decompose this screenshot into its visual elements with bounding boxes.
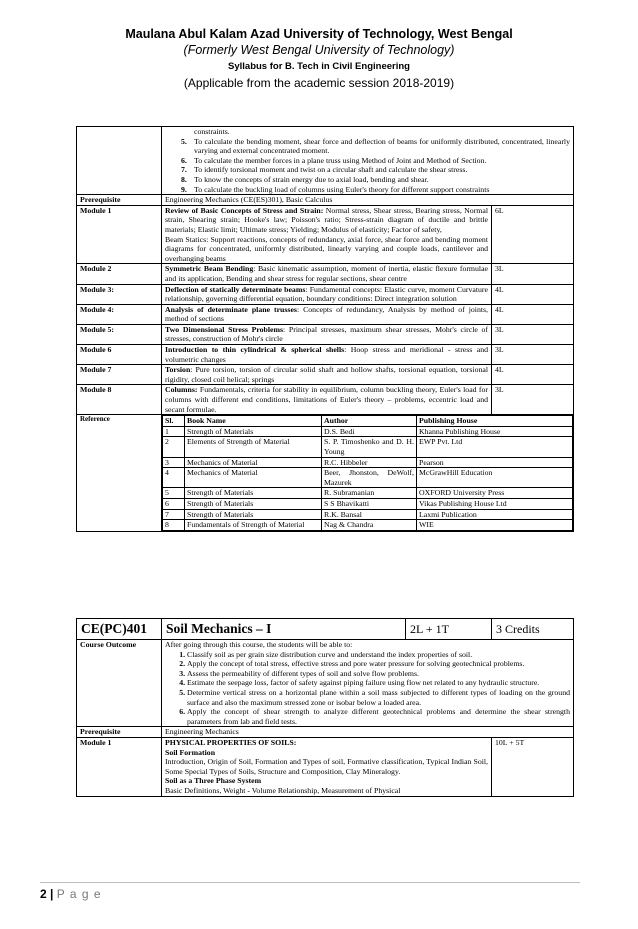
reference-cell-item: 2: [163, 437, 185, 457]
reference-cell-item: R.C. Hibbeler: [322, 457, 417, 468]
module-text: : Pure torsion, torsion of circular solid shaft and hollow shafts, torsional equation, torsional rigidity, closed coil helical; springs: [165, 365, 488, 384]
module-content: [162, 324, 492, 344]
outcome-text: To know the concepts of strain energy due to axial load, bending and shear.: [194, 174, 429, 184]
page-word: P a g e: [56, 887, 102, 901]
module-title: Columns:: [165, 385, 198, 395]
outcome-item: [181, 185, 570, 195]
reference-cell-item: 5: [163, 488, 185, 499]
module-title: Torsion: [165, 365, 191, 375]
module-content: [162, 365, 492, 385]
module-label: Module 4:: [77, 304, 162, 324]
outcomes-cell: [162, 127, 574, 195]
module-row: [77, 205, 574, 264]
reference-row-item: [163, 426, 573, 437]
module-title: Introduction to thin cylindrical & spherical shells: [165, 345, 345, 355]
reference-cell-item: D.S. Bedi: [322, 426, 417, 437]
reference-cell-item: McGrawHill Education: [417, 468, 573, 488]
course2-outcome-list: [165, 650, 570, 727]
module-label: Module 2: [77, 264, 162, 284]
module1-title: PHYSICAL PROPERTIES OF SOILS:: [165, 737, 297, 747]
outcome-number: 9.: [181, 184, 187, 194]
course2-outcome-item: 3. Assess the permeability of different types of soil and solve flow problems.: [187, 669, 570, 679]
module-text: : Hoop stress and meridional - stress and volumetric changes: [165, 345, 488, 364]
course2-module1-hours: 10L + 5T: [492, 737, 574, 796]
outcome-list: [165, 127, 570, 194]
reference-row-item: [163, 488, 573, 499]
course2-table: [76, 618, 574, 797]
reference-cell-item: S. P. Timoshenko and D. H. Young: [322, 437, 417, 457]
module-text: Fundamentals, criteria for stability in equilibrium, column buckling theory, Euler's load for columns with different end conditions, limitations of Euler's theory – problems, eccentric load and secant formulae.: [165, 385, 488, 414]
reference-row-item: [163, 457, 573, 468]
applicable-session: (Applicable from the academic session 2018-2019): [183, 76, 455, 91]
module-hours: 3L: [492, 264, 574, 284]
outcome-number: 5.: [181, 136, 187, 146]
reference-cell-item: R. Subramanian: [322, 488, 417, 499]
course2-outcome-item: 1. Classify soil as per grain size distribution curve and understand the index properties of soil.: [187, 650, 570, 660]
reference-cell-item: Beer, Jhonston, DeWolf, Mazurek: [322, 468, 417, 488]
reference-cell-item: Laxmi Publication: [417, 509, 573, 520]
course2-outcome-item: 5. Determine vertical stress on a horizontal plane within a soil mass subjected to different types of loading on the ground surface and also the maximum stressed zone or isobar below a loaded area.: [187, 688, 570, 707]
reference-cell-item: EWP Pvt. Ltd: [417, 437, 573, 457]
course-ltp: 2L + 1T: [406, 619, 492, 640]
outcome-text: To calculate the buckling load of columns using Euler's theory for different support constraints: [194, 184, 490, 194]
outcome-item: [181, 165, 570, 175]
outcomes-row: [77, 127, 574, 195]
course-code: CE(PC)401: [77, 619, 162, 640]
page-separator: |: [50, 887, 54, 901]
reference-cell-item: Strength of Materials: [185, 498, 322, 509]
course2-outcome-item: 6. Apply the concept of shear strength to analyze different geotechnical problems and determine the shear strength parameters from lab and field tests.: [187, 707, 570, 726]
reference-cell-item: Mechanics of Material: [185, 457, 322, 468]
outcome-number: [181, 127, 194, 137]
course2-prerequisite-text: Engineering Mechanics: [162, 727, 574, 738]
module-hours: 3L: [492, 385, 574, 415]
page-number: 2: [40, 887, 47, 901]
module-rows: [77, 205, 574, 414]
module-label: Module 1: [77, 205, 162, 264]
module-title: Symmetric Beam Bending: [165, 264, 254, 274]
course2-module1-content: [162, 737, 492, 796]
reference-cell-item: 8: [163, 520, 185, 531]
module-title: Two Dimensional Stress Problems: [165, 324, 284, 334]
outcome-text: To calculate the member forces in a plane truss using Method of Joint and Method of Section.: [194, 155, 487, 165]
module1-text-soil-formation: Introduction, Origin of Soil, Formation and Types of soil, Formative classification, Typical Indian Soil, Some Special Types of Soils, Structure and Composition, Clay Mineralogy.: [165, 757, 488, 776]
module-content: [162, 284, 492, 304]
reference-row-item: [163, 437, 573, 457]
module1-subheading-three-phase: Soil as a Three Phase System: [165, 776, 262, 786]
reference-cell-item: WIE: [417, 520, 573, 531]
reference-cell-item: 4: [163, 468, 185, 488]
reference-body: [163, 416, 573, 531]
outcome-item: [181, 137, 570, 156]
reference-header-cell: Book Name: [185, 416, 322, 427]
module-row: [77, 304, 574, 324]
page-footer: [40, 887, 102, 901]
module-hours: 6L: [492, 205, 574, 264]
course2-outcome-row: [77, 640, 574, 727]
prerequisite-label: Prerequisite: [77, 195, 162, 206]
outcome-number: 8.: [181, 174, 187, 184]
module-title: Deflection of statically determinate beams: [165, 284, 306, 294]
outcome-item: [181, 175, 570, 185]
reference-label: Reference: [77, 415, 162, 532]
module1-text-three-phase: Basic Definitions, Weight - Volume Relationship, Measurement of Physical: [165, 785, 401, 795]
reference-cell-item: Pearson: [417, 457, 573, 468]
outcome-item: [181, 127, 570, 137]
reference-cell-item: Elements of Strength of Material: [185, 437, 322, 457]
module-content: [162, 264, 492, 284]
course2-module1-label: Module 1: [77, 737, 162, 796]
module-label: Module 5:: [77, 324, 162, 344]
university-name: Maulana Abul Kalam Azad University of Technology, West Bengal: [125, 27, 513, 41]
reference-cell-item: Khanna Publishing House: [417, 426, 573, 437]
page-header: [0, 27, 638, 91]
course2-outcome-item: 4. Estimate the seepage loss, factor of safety against piping failure using flow net related to any hydraulic structure.: [187, 678, 570, 688]
outcome-number: 7.: [181, 165, 187, 175]
module-text: Normal stress, Shear stress, Bearing stress, Normal strain, Shearing strain; Hooke's law; Poisson's ratio; Stress-strain diagram of ductile and brittle materials; Elastic limit; Ultimate stress; Yielding; Modulus of elasticity; Factor of safety,: [165, 205, 488, 234]
outcome-intro: After going through this course, the students will be able to:: [165, 640, 353, 649]
reference-header-cell: Author: [322, 416, 417, 427]
reference-cell-item: Mechanics of Material: [185, 468, 322, 488]
reference-cell: [162, 415, 574, 532]
outcome-text: To calculate the bending moment, shear force and deflection of beams for uniformly distributed, concentrated, linearly varying and external concentrated moment.: [194, 136, 570, 156]
module1-subheading-soil-formation: Soil Formation: [165, 747, 216, 757]
module-label: Module 7: [77, 365, 162, 385]
module-hours: 4L: [492, 365, 574, 385]
module-hours: 3L: [492, 345, 574, 365]
reference-cell-item: R.K. Bansal: [322, 509, 417, 520]
reference-header-row: [163, 416, 573, 427]
reference-row-item: [163, 520, 573, 531]
module-hours: 4L: [492, 304, 574, 324]
module-row: [77, 345, 574, 365]
module-row: [77, 385, 574, 415]
reference-cell-item: 6: [163, 498, 185, 509]
reference-cell-item: 1: [163, 426, 185, 437]
module-label: Module 8: [77, 385, 162, 415]
module-title: Analysis of determinate plane trusses: [165, 304, 297, 314]
course2-prerequisite-row: [77, 727, 574, 738]
course-outcome-label: Course Outcome: [77, 640, 162, 727]
outcome-number: 6.: [181, 155, 187, 165]
reference-cell-item: OXFORD University Press: [417, 488, 573, 499]
module-content: [162, 385, 492, 415]
course2-module1-row: [77, 737, 574, 796]
module-title: Review of Basic Concepts of Stress and Strain:: [165, 205, 324, 215]
course-credits: 3 Credits: [492, 619, 574, 640]
reference-row-item: [163, 468, 573, 488]
module-row: [77, 324, 574, 344]
reference-cell-item: Vikas Publishing House Ltd: [417, 498, 573, 509]
module-text: : Basic kinematic assumption, moment of inertia, elastic flexure formulae and its application, Bending and shear stress for regular sections, shear centre: [165, 264, 488, 283]
module-text: : Fundamental concepts: Elastic curve, moment Curvature relationship, governing differential equation, boundary conditions: Direct integration solution: [165, 284, 488, 304]
syllabus-title: Syllabus for B. Tech in Civil Engineering: [228, 61, 410, 73]
module-content: [162, 205, 492, 264]
course2-prerequisite-label: Prerequisite: [77, 727, 162, 738]
module-text: : Concepts of redundancy, Analysis by method of joints, method of sections: [165, 304, 488, 324]
course1-table: [76, 126, 574, 532]
module-content: [162, 345, 492, 365]
module-label: Module 6: [77, 345, 162, 365]
module-row: [77, 264, 574, 284]
reference-cell-item: 3: [163, 457, 185, 468]
prerequisite-row: [77, 195, 574, 206]
module-hours: 3L: [492, 324, 574, 344]
reference-cell-item: S S Bhavikatti: [322, 498, 417, 509]
module-text: : Principal stresses, maximum shear stresses, Mohr's circle of stresses, construction of Mohr's circle: [165, 324, 488, 344]
footer-divider: [40, 882, 580, 883]
reference-header-cell: Sl.: [163, 416, 185, 427]
reference-row-item: [163, 498, 573, 509]
former-name: (Formerly West Bengal University of Technology): [183, 42, 455, 57]
course2-heading-row: [77, 619, 574, 640]
reference-cell-item: Fundamentals of Strength of Material: [185, 520, 322, 531]
outcome-text: To identify torsional moment and twist on a circular shaft and calculate the shear stress.: [194, 165, 468, 175]
module-text-continued: Beam Statics: Support reactions, concepts of redundancy, axial force, shear force and bending moment diagrams for concentrated, uniformly distributed, linearly varying and couple loads, cantilever and overhanging beams: [165, 234, 488, 263]
course2-outcome-item: 2. Apply the concept of total stress, effective stress and pore water pressure for solving geotechnical problems.: [187, 659, 570, 669]
module-hours: 4L: [492, 284, 574, 304]
outcome-item: [181, 156, 570, 166]
reference-cell-item: Strength of Materials: [185, 426, 322, 437]
module-row: [77, 284, 574, 304]
module-label: Module 3:: [77, 284, 162, 304]
reference-cell-item: 7: [163, 509, 185, 520]
course-title: Soil Mechanics – I: [162, 619, 406, 640]
reference-cell-item: Nag & Chandra: [322, 520, 417, 531]
reference-row-item: [163, 509, 573, 520]
course-outcome-cell: [162, 640, 574, 727]
reference-table: [162, 415, 573, 531]
module-row: [77, 365, 574, 385]
outcome-text: constraints.: [194, 127, 230, 136]
prerequisite-text: Engineering Mechanics (CE(ES)301), Basic Calculus: [162, 195, 574, 206]
reference-cell-item: Strength of Materials: [185, 509, 322, 520]
reference-row: [77, 415, 574, 532]
module-content: [162, 304, 492, 324]
reference-cell-item: Strength of Materials: [185, 488, 322, 499]
reference-header-cell: Publishing House: [417, 416, 573, 427]
